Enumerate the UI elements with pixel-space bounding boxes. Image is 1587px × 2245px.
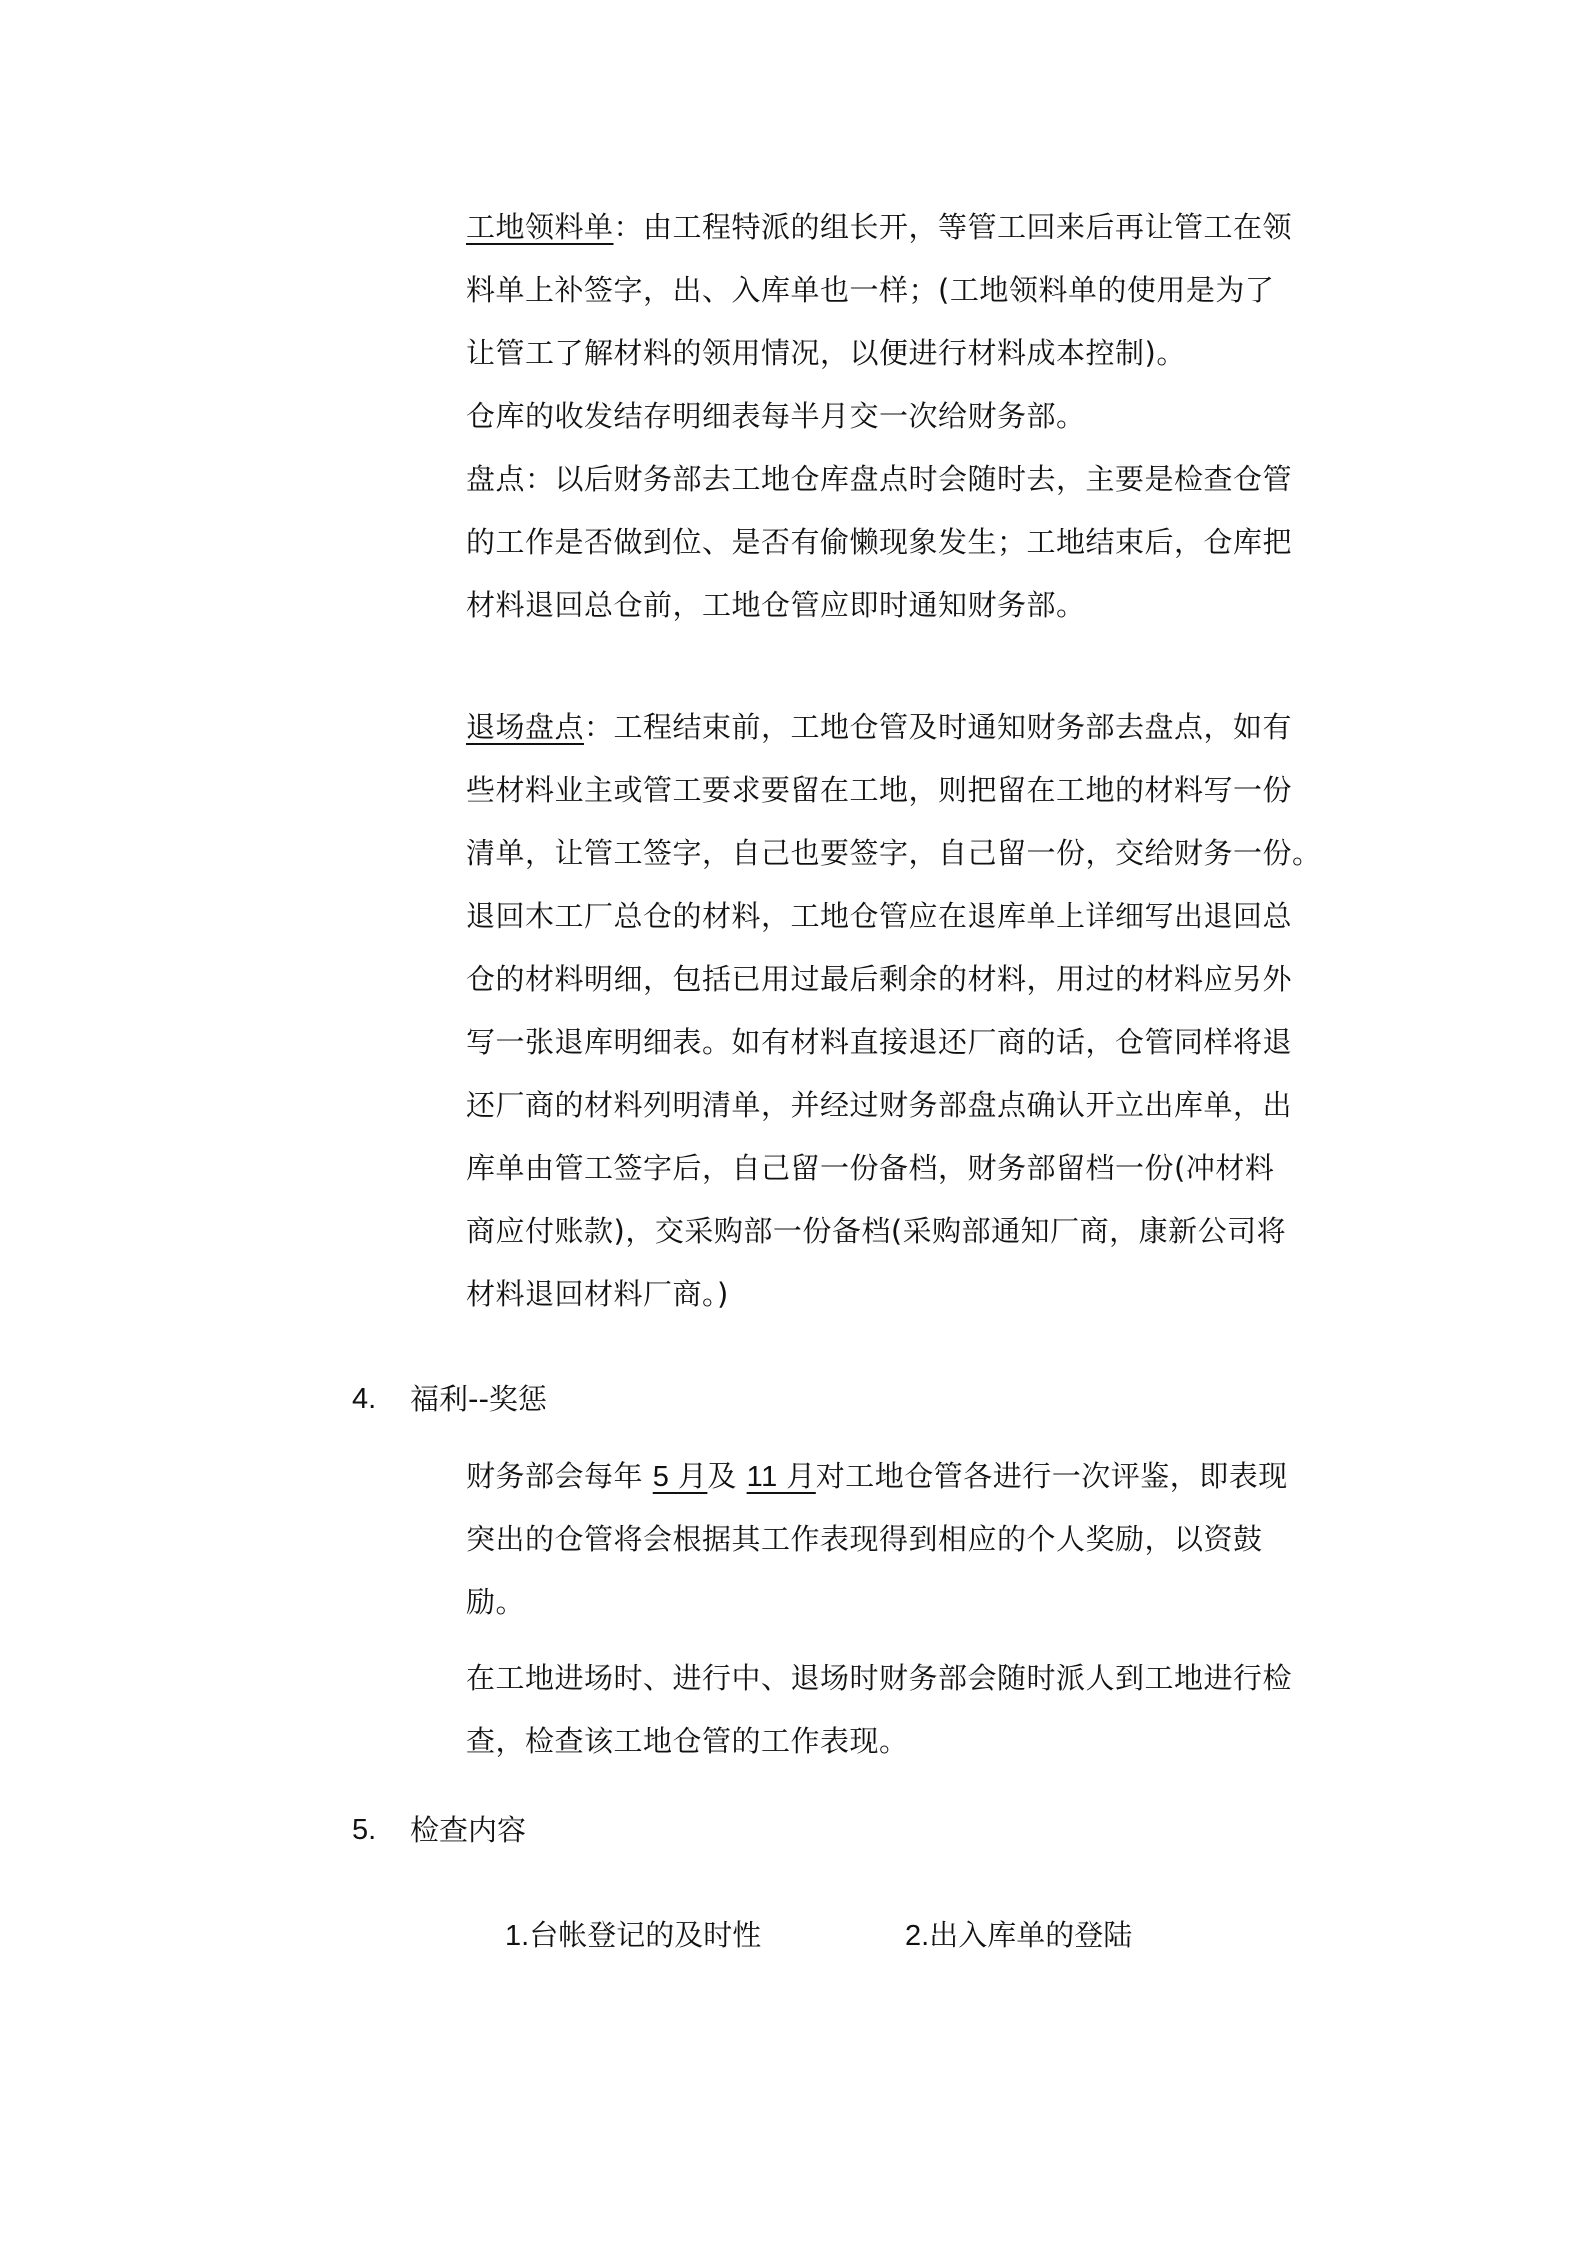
paragraph-line: 励。 xyxy=(466,1585,526,1619)
paragraph-line: 材料退回材料厂商。) xyxy=(466,1277,729,1311)
paragraph-line: 突出的仓管将会根据其工作表现得到相应的个人奖励，以资鼓 xyxy=(466,1522,1263,1556)
item-number: 2. xyxy=(905,1920,930,1952)
paragraph-line: 库单由管工签字后，自己留一份备档，财务部留档一份(冲材料 xyxy=(466,1151,1275,1185)
exit-stocktake-section xyxy=(466,696,1346,1326)
term-site-requisition: 工地领料单 xyxy=(466,210,614,244)
paragraph-line xyxy=(466,196,1346,259)
paragraph-line: 还厂商的材料列明清单，并经过财务部盘点确认开立出库单，出 xyxy=(466,1088,1293,1122)
line-text: ：由工程特派的组长开，等管工回来后再让管工在领 xyxy=(613,210,1293,244)
welfare-paragraph-2 xyxy=(466,1647,1346,1773)
paragraph-line xyxy=(466,1445,1346,1508)
line-text: 对工地仓管各进行一次评鉴，即表现 xyxy=(815,1459,1288,1493)
month-may: 5 月 xyxy=(652,1461,708,1493)
item-text: 出入库单的登陆 xyxy=(929,1918,1133,1952)
month-november: 11 月 xyxy=(746,1461,816,1493)
paragraph-line: 清单，让管工签字，自己也要签字，自己留一份，交给财务一份。 xyxy=(466,836,1322,870)
line-text: 财务部会每年 xyxy=(466,1459,653,1493)
section-number: 4. xyxy=(352,1383,377,1415)
paragraph-line: 让管工了解材料的领用情况，以便进行材料成本控制)。 xyxy=(466,336,1186,370)
paragraph-line: 材料退回总仓前，工地仓管应即时通知财务部。 xyxy=(466,588,1086,622)
item-number: 1. xyxy=(505,1920,530,1952)
term-exit-stocktake: 退场盘点 xyxy=(466,710,585,744)
paragraph-line: 在工地进场时、进行中、退场时财务部会随时派人到工地进行检 xyxy=(466,1661,1293,1695)
paragraph-line: 仓库的收发结存明细表每半月交一次给财务部。 xyxy=(466,399,1086,433)
paragraph-line: 仓的材料明细，包括已用过最后剩余的材料，用过的材料应另外 xyxy=(466,962,1293,996)
paragraph-line: 些材料业主或管工要求要留在工地，则把留在工地的材料写一份 xyxy=(466,773,1293,807)
paragraph-line: 的工作是否做到位、是否有偷懒现象发生；工地结束后，仓库把 xyxy=(466,525,1293,559)
paragraph-line xyxy=(466,696,1346,759)
line-text: ：工程结束前，工地仓管及时通知财务部去盘点，如有 xyxy=(584,710,1293,744)
welfare-paragraph-1 xyxy=(466,1445,1346,1634)
section-number: 5. xyxy=(352,1814,377,1846)
section-title: 福利--奖惩 xyxy=(410,1382,547,1416)
section-title: 检查内容 xyxy=(410,1813,527,1847)
paragraph-line: 退回木工厂总仓的材料，工地仓管应在退库单上详细写出退回总 xyxy=(466,899,1293,933)
paragraph-line: 盘点：以后财务部去工地仓库盘点时会随时去，主要是检查仓管 xyxy=(466,462,1293,496)
inspection-item xyxy=(905,1915,1132,1956)
paragraph-line: 查，检查该工地仓管的工作表现。 xyxy=(466,1724,909,1758)
paragraph-line: 商应付账款)，交采购部一份备档(采购部通知厂商，康新公司将 xyxy=(466,1214,1287,1248)
item-text: 台帐登记的及时性 xyxy=(529,1918,762,1952)
inspection-item xyxy=(505,1915,761,1956)
receiving-section xyxy=(466,196,1346,637)
paragraph-line: 写一张退库明细表。如有材料直接退还厂商的话，仓管同样将退 xyxy=(466,1025,1293,1059)
line-text: 及 xyxy=(707,1459,747,1493)
paragraph-line: 料单上补签字，出、入库单也一样；(工地领料单的使用是为了 xyxy=(466,273,1275,307)
